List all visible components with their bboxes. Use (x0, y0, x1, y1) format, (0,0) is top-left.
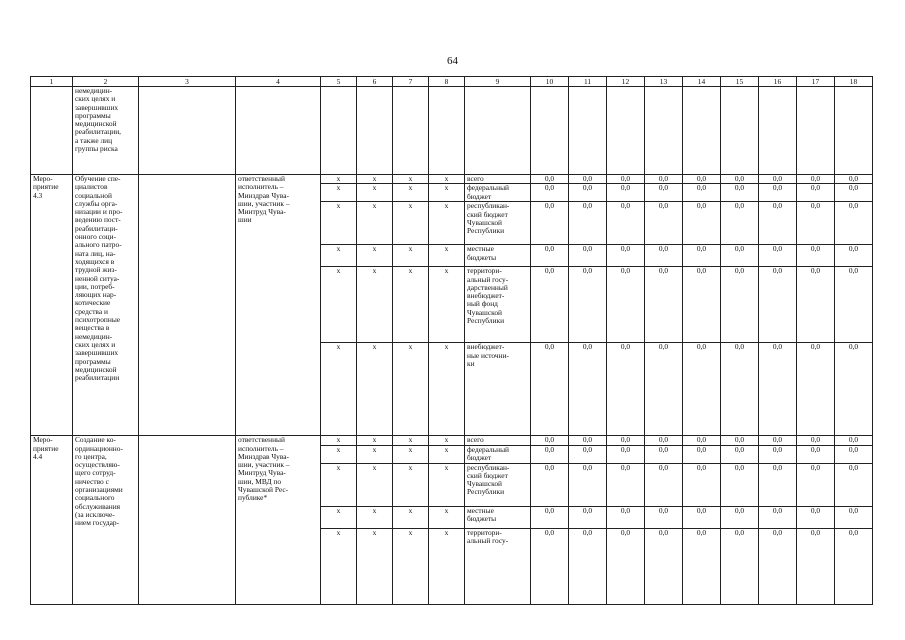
header-cell-11: 11 (569, 77, 607, 87)
m43-title: Обучение спе- циалистов социальной службы орга- низации и про- ведению пост- реабилитаци- онного соци- ального патро- ната лиц, на- ходящихся в трудной жиз- ненной ситуа- ции, потреб- ляющих нар- котические средства и психотропные вещества в немедицин- ских целях и завершивших программы медицинской реабилитации (73, 175, 139, 436)
page-number: 64 (447, 55, 458, 67)
value-cell: 0,0 (759, 528, 797, 604)
value-cell: 0,0 (721, 463, 759, 506)
x-mark: x (357, 445, 393, 463)
value-cell: 0,0 (531, 463, 569, 506)
empty-cell (139, 436, 236, 604)
value-cell: 0,0 (721, 506, 759, 528)
x-mark: x (321, 245, 357, 267)
x-mark: x (429, 245, 465, 267)
x-mark: x (357, 436, 393, 445)
value-cell: 0,0 (835, 343, 873, 436)
value-cell: 0,0 (835, 463, 873, 506)
empty-cell (139, 87, 236, 175)
empty-cell (393, 87, 429, 175)
m43-executor: ответственный исполнитель – Минздрав Чува- шии, участник – Минтруд Чува- шии (236, 175, 321, 436)
funding-source: всего (465, 175, 531, 184)
x-mark: x (429, 528, 465, 604)
value-cell: 0,0 (759, 184, 797, 202)
value-cell: 0,0 (645, 202, 683, 245)
empty-cell (139, 175, 236, 436)
value-cell: 0,0 (759, 343, 797, 436)
m43-name: Меро- приятие 4.3 (31, 175, 73, 436)
value-cell: 0,0 (569, 463, 607, 506)
header-cell-18: 18 (835, 77, 873, 87)
x-mark: x (321, 343, 357, 436)
header-cell-10: 10 (531, 77, 569, 87)
value-cell: 0,0 (683, 267, 721, 343)
value-cell: 0,0 (645, 436, 683, 445)
value-cell: 0,0 (759, 436, 797, 445)
value-cell: 0,0 (645, 184, 683, 202)
x-mark: x (357, 175, 393, 184)
x-mark: x (321, 184, 357, 202)
x-mark: x (429, 436, 465, 445)
value-cell: 0,0 (835, 202, 873, 245)
value-cell: 0,0 (835, 436, 873, 445)
x-mark: x (393, 343, 429, 436)
value-cell: 0,0 (721, 267, 759, 343)
value-cell: 0,0 (531, 343, 569, 436)
x-mark: x (429, 184, 465, 202)
header-cell-8: 8 (429, 77, 465, 87)
value-cell: 0,0 (645, 267, 683, 343)
x-mark: x (393, 184, 429, 202)
value-cell: 0,0 (607, 343, 645, 436)
value-cell: 0,0 (721, 528, 759, 604)
value-cell: 0,0 (683, 463, 721, 506)
value-cell: 0,0 (607, 202, 645, 245)
x-mark: x (429, 202, 465, 245)
empty-cell (236, 87, 321, 175)
x-mark: x (393, 506, 429, 528)
value-cell: 0,0 (683, 506, 721, 528)
value-cell: 0,0 (645, 175, 683, 184)
empty-cell (531, 87, 569, 175)
value-cell: 0,0 (759, 175, 797, 184)
value-cell: 0,0 (645, 245, 683, 267)
x-mark: x (393, 202, 429, 245)
value-cell: 0,0 (531, 506, 569, 528)
header-cell-12: 12 (607, 77, 645, 87)
x-mark: x (393, 463, 429, 506)
value-cell: 0,0 (569, 436, 607, 445)
empty-cell (569, 87, 607, 175)
value-cell: 0,0 (683, 175, 721, 184)
funding-source: местные бюджеты (465, 245, 531, 267)
funding-source: территори- альный госу- дарственный внебюджет- ный фонд Чувашской Республики (465, 267, 531, 343)
value-cell: 0,0 (835, 506, 873, 528)
value-cell: 0,0 (721, 202, 759, 245)
empty-cell (357, 87, 393, 175)
value-cell: 0,0 (797, 463, 835, 506)
m43-row (31, 175, 873, 184)
x-mark: x (393, 267, 429, 343)
value-cell: 0,0 (759, 463, 797, 506)
continuation-row (31, 87, 873, 175)
x-mark: x (321, 202, 357, 245)
value-cell: 0,0 (797, 175, 835, 184)
x-mark: x (393, 528, 429, 604)
value-cell: 0,0 (797, 506, 835, 528)
empty-cell (321, 87, 357, 175)
value-cell: 0,0 (797, 184, 835, 202)
funding-source: республикан- ский бюджет Чувашской Республики (465, 202, 531, 245)
header-cell-4: 4 (236, 77, 321, 87)
funding-source: всего (465, 436, 531, 445)
value-cell: 0,0 (531, 184, 569, 202)
header-cell-3: 3 (139, 77, 236, 87)
value-cell: 0,0 (797, 267, 835, 343)
header-cell-2: 2 (73, 77, 139, 87)
funding-source: республикан- ский бюджет Чувашской Республики (465, 463, 531, 506)
value-cell: 0,0 (645, 506, 683, 528)
header-cell-15: 15 (721, 77, 759, 87)
x-mark: x (321, 267, 357, 343)
value-cell: 0,0 (569, 528, 607, 604)
value-cell: 0,0 (607, 463, 645, 506)
value-cell: 0,0 (683, 202, 721, 245)
value-cell: 0,0 (531, 436, 569, 445)
value-cell: 0,0 (721, 436, 759, 445)
empty-cell (429, 87, 465, 175)
x-mark: x (357, 528, 393, 604)
value-cell: 0,0 (721, 175, 759, 184)
value-cell: 0,0 (645, 343, 683, 436)
value-cell: 0,0 (721, 343, 759, 436)
funding-source: местные бюджеты (465, 506, 531, 528)
funding-source: территори- альный госу- (465, 528, 531, 604)
x-mark: x (429, 445, 465, 463)
value-cell: 0,0 (835, 267, 873, 343)
value-cell: 0,0 (607, 445, 645, 463)
continuation-text: немедицин- ских целях и завершивших программы медицинской реабилитации, а также лиц группы риска (73, 87, 139, 175)
value-cell: 0,0 (683, 436, 721, 445)
value-cell: 0,0 (683, 528, 721, 604)
value-cell: 0,0 (569, 184, 607, 202)
funding-source: внебюджет- ные источни- ки (465, 343, 531, 436)
x-mark: x (321, 436, 357, 445)
x-mark: x (429, 343, 465, 436)
value-cell: 0,0 (683, 245, 721, 267)
header-row (31, 77, 873, 87)
value-cell: 0,0 (835, 445, 873, 463)
empty-cell (797, 87, 835, 175)
value-cell: 0,0 (607, 267, 645, 343)
m44-title: Создание ко- ординационно- го центра, осуществляю- щего сотруд- ничество с организациями социального обслуживания (за исключе- нием государ- (73, 436, 139, 604)
header-cell-16: 16 (759, 77, 797, 87)
empty-cell (683, 87, 721, 175)
value-cell: 0,0 (721, 245, 759, 267)
value-cell: 0,0 (797, 202, 835, 245)
value-cell: 0,0 (607, 245, 645, 267)
x-mark: x (357, 463, 393, 506)
value-cell: 0,0 (759, 245, 797, 267)
x-mark: x (321, 175, 357, 184)
value-cell: 0,0 (759, 267, 797, 343)
x-mark: x (321, 445, 357, 463)
empty-cell (645, 87, 683, 175)
x-mark: x (357, 506, 393, 528)
value-cell: 0,0 (569, 175, 607, 184)
value-cell: 0,0 (835, 175, 873, 184)
value-cell: 0,0 (531, 175, 569, 184)
value-cell: 0,0 (531, 245, 569, 267)
value-cell: 0,0 (569, 343, 607, 436)
value-cell: 0,0 (835, 528, 873, 604)
x-mark: x (321, 506, 357, 528)
value-cell: 0,0 (569, 445, 607, 463)
value-cell: 0,0 (759, 506, 797, 528)
value-cell: 0,0 (607, 506, 645, 528)
x-mark: x (429, 175, 465, 184)
value-cell: 0,0 (607, 184, 645, 202)
x-mark: x (357, 184, 393, 202)
header-cell-7: 7 (393, 77, 429, 87)
value-cell: 0,0 (721, 184, 759, 202)
header-cell-1: 1 (31, 77, 73, 87)
value-cell: 0,0 (797, 245, 835, 267)
empty-cell (721, 87, 759, 175)
value-cell: 0,0 (721, 445, 759, 463)
value-cell: 0,0 (645, 528, 683, 604)
header-cell-13: 13 (645, 77, 683, 87)
value-cell: 0,0 (683, 445, 721, 463)
value-cell: 0,0 (759, 202, 797, 245)
funding-source: федеральный бюджет (465, 445, 531, 463)
value-cell: 0,0 (759, 445, 797, 463)
value-cell: 0,0 (683, 343, 721, 436)
value-cell: 0,0 (797, 445, 835, 463)
value-cell: 0,0 (835, 184, 873, 202)
m44-name: Меро- приятие 4.4 (31, 436, 73, 604)
header-cell-5: 5 (321, 77, 357, 87)
x-mark: x (429, 506, 465, 528)
empty-cell (759, 87, 797, 175)
value-cell: 0,0 (607, 175, 645, 184)
header-cell-14: 14 (683, 77, 721, 87)
x-mark: x (357, 343, 393, 436)
header-cell-9: 9 (465, 77, 531, 87)
value-cell: 0,0 (531, 445, 569, 463)
value-cell: 0,0 (797, 528, 835, 604)
m44-row (31, 436, 873, 445)
value-cell: 0,0 (569, 202, 607, 245)
value-cell: 0,0 (531, 202, 569, 245)
value-cell: 0,0 (797, 436, 835, 445)
value-cell: 0,0 (569, 245, 607, 267)
value-cell: 0,0 (645, 445, 683, 463)
empty-cell (31, 87, 73, 175)
value-cell: 0,0 (607, 528, 645, 604)
value-cell: 0,0 (797, 343, 835, 436)
x-mark: x (393, 245, 429, 267)
x-mark: x (393, 175, 429, 184)
x-mark: x (321, 463, 357, 506)
empty-cell (465, 87, 531, 175)
value-cell: 0,0 (569, 506, 607, 528)
value-cell: 0,0 (645, 463, 683, 506)
header-cell-6: 6 (357, 77, 393, 87)
value-cell: 0,0 (835, 245, 873, 267)
funding-source: федеральный бюджет (465, 184, 531, 202)
header-cell-17: 17 (797, 77, 835, 87)
value-cell: 0,0 (531, 528, 569, 604)
value-cell: 0,0 (531, 267, 569, 343)
value-cell: 0,0 (569, 267, 607, 343)
x-mark: x (357, 245, 393, 267)
x-mark: x (429, 463, 465, 506)
x-mark: x (357, 267, 393, 343)
empty-cell (835, 87, 873, 175)
m44-executor: ответственный исполнитель – Минздрав Чува- шии, участник – Минтруд Чува- шии, МВД по Чувашской Рес- публике* (236, 436, 321, 604)
empty-cell (607, 87, 645, 175)
program-table (30, 76, 873, 605)
x-mark: x (393, 445, 429, 463)
x-mark: x (321, 528, 357, 604)
value-cell: 0,0 (607, 436, 645, 445)
value-cell: 0,0 (683, 184, 721, 202)
x-mark: x (357, 202, 393, 245)
x-mark: x (429, 267, 465, 343)
x-mark: x (393, 436, 429, 445)
